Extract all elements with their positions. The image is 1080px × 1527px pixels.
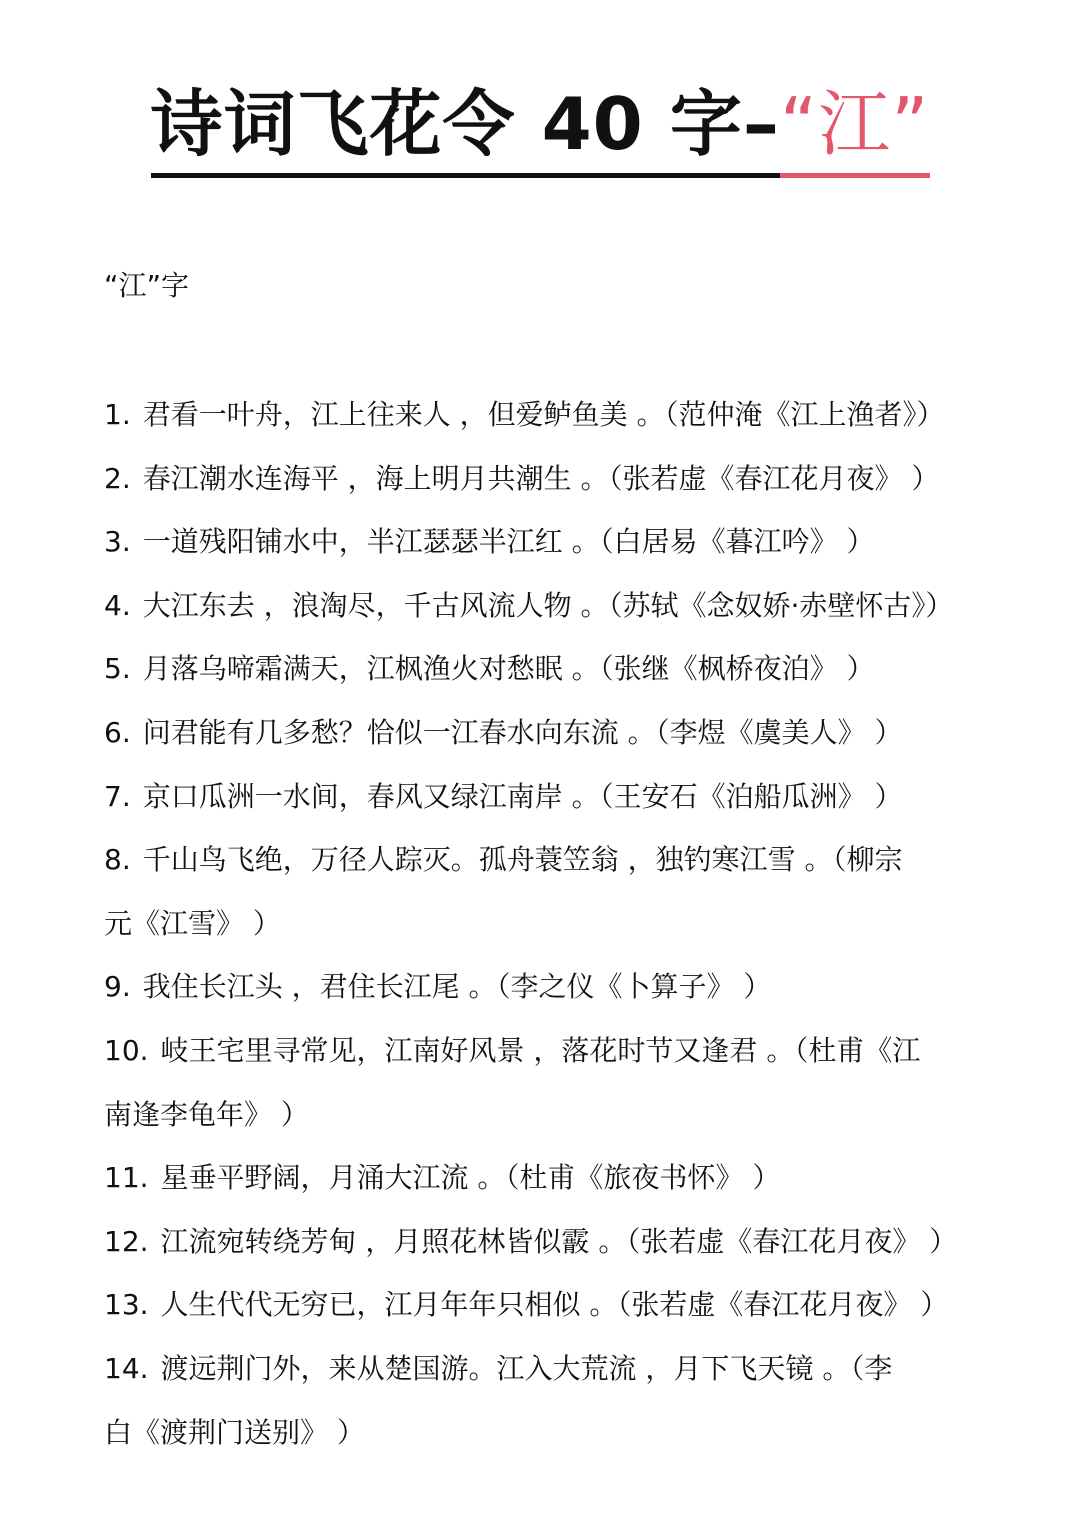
poem-number: 10. [104, 1033, 149, 1067]
poem-number: 9. [104, 970, 131, 1004]
poem-number: 12. [104, 1224, 149, 1258]
poem-line [104, 701, 984, 765]
poem-number: 3. [104, 525, 131, 559]
poem-line [104, 637, 984, 701]
poem-line [104, 1210, 984, 1274]
page-title-accent: “江” [779, 82, 930, 166]
poem-text: 星垂平野阔，月涌大江流 。（杜甫《旅夜书怀》 ） [160, 1161, 781, 1195]
poem-line [104, 828, 984, 892]
poem-text: 大江东去 ，浪淘尽，千古风流人物 。（苏轼《念奴娇·赤壁怀古》） [142, 588, 954, 622]
poem-line [104, 1337, 984, 1401]
title-underline-red [780, 173, 930, 178]
poem-list [104, 383, 984, 1464]
poem-text: 南逢李龟年》 ） [104, 1097, 309, 1131]
poem-text: 江流宛转绕芳甸 ，月照花林皆似霰 。（张若虚《春江花月夜》 ） [160, 1224, 958, 1258]
poem-text: 君看一叶舟，江上往来人 ，但爱鲈鱼美 。（范仲淹《江上渔者》） [142, 398, 945, 431]
poem-text: 春江潮水连海平 ，海上明月共潮生 。（张若虚《春江花月夜》 ） [142, 461, 940, 495]
page-title-main: 诗词飞花令 40 字– [150, 82, 780, 166]
poem-text: 渡远荆门外，来从楚国游。江入大荒流 ，月下飞天镜 。（李 [160, 1351, 893, 1385]
poem-text: 月落乌啼霜满天，江枫渔火对愁眠 。（张继《枫桥夜泊》 ） [142, 652, 875, 686]
poem-line [104, 892, 984, 956]
poem-text: 千山鸟飞绝，万径人踪灭。孤舟蓑笠翁 ，独钓寒江雪 。（柳宗 [142, 843, 903, 877]
poem-number: 5. [104, 652, 131, 686]
poem-line [104, 447, 984, 511]
poem-line [104, 765, 984, 829]
section-subtitle: “江”字 [104, 269, 190, 302]
poem-number: 1. [104, 398, 131, 431]
poem-text: 岐王宅里寻常见，江南好风景 ，落花时节又逢君 。（杜甫《江 [160, 1033, 921, 1067]
poem-line [104, 1146, 984, 1210]
poem-number: 2. [104, 461, 131, 495]
poem-number: 13. [104, 1288, 149, 1322]
poem-line [104, 1273, 984, 1337]
poem-text: 人生代代无穷已，江月年年只相似 。（张若虚《春江花月夜》 ） [160, 1288, 949, 1322]
page-title [151, 76, 930, 172]
poem-line [104, 955, 984, 1019]
poem-text: 白《渡荆门送别》 ） [104, 1415, 365, 1449]
poem-number: 8. [104, 843, 131, 877]
poem-line [104, 383, 984, 447]
poem-number: 11. [104, 1161, 149, 1195]
poem-number: 6. [104, 715, 131, 749]
poem-line [104, 1019, 984, 1083]
poem-text: 问君能有几多愁？恰似一江春水向东流 。（李煜《虞美人》 ） [142, 715, 903, 749]
poem-line [104, 574, 984, 638]
poem-text: 京口瓜洲一水间，春风又绿江南岸 。（王安石《泊船瓜洲》 ） [142, 779, 903, 813]
title-underline-black [151, 173, 780, 178]
poem-line [104, 510, 984, 574]
poem-number: 7. [104, 779, 131, 813]
header [0, 76, 1080, 172]
poem-number: 14. [104, 1351, 149, 1385]
poem-line [104, 1083, 984, 1147]
poem-text: 元《江雪》 ） [104, 906, 281, 940]
poem-text: 一道残阳铺水中，半江瑟瑟半江红 。（白居易《暮江吟》 ） [142, 525, 875, 559]
poem-text: 我住长江头 ，君住长江尾 。（李之仪《卜算子》 ） [142, 970, 772, 1004]
poem-number: 4. [104, 588, 131, 622]
poem-line [104, 1401, 984, 1465]
